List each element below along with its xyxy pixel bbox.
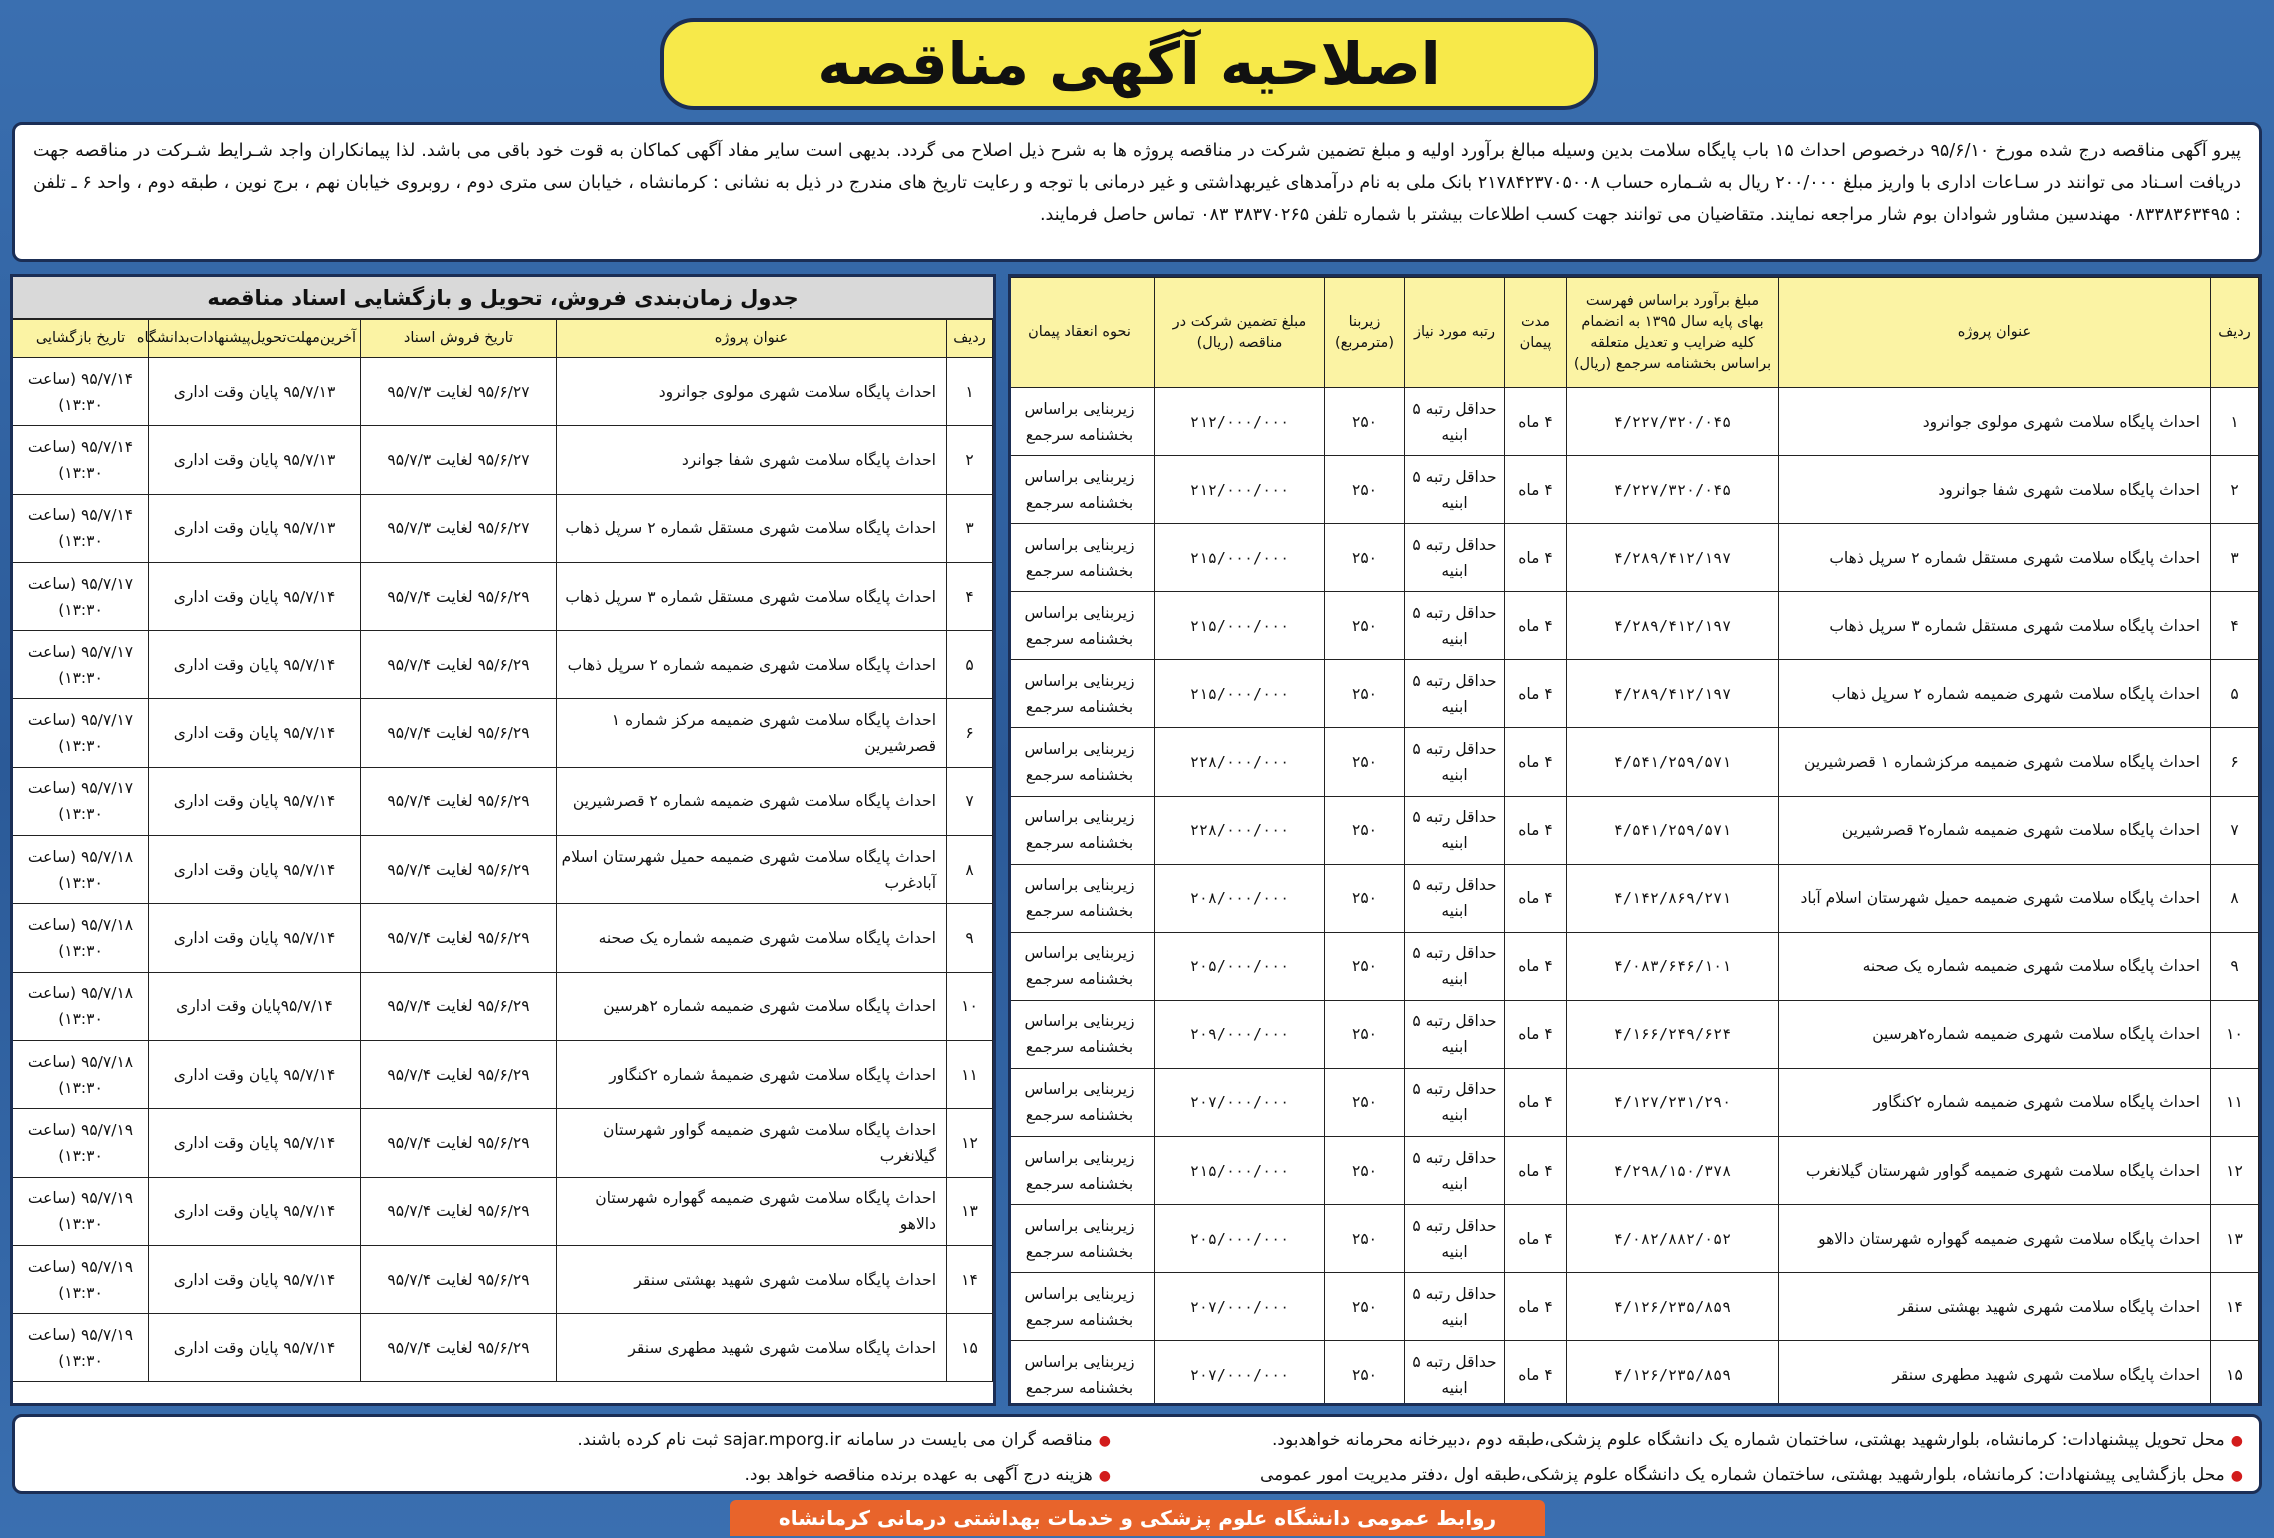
- table-row: [1008, 592, 2259, 660]
- table-row: [13, 836, 993, 904]
- schedule-cell: ۳: [947, 494, 993, 562]
- table-row: [1008, 728, 2259, 796]
- schedule-cell: ۹۵/۷/۱۷ (ساعت ۱۳:۳۰): [13, 699, 149, 767]
- estimate-cell: ۴ ماه: [1505, 456, 1567, 524]
- schedule-cell: ۹۵/۶/۲۹ لغایت ۹۵/۷/۴: [361, 767, 557, 835]
- estimate-cell: ۲۰۵/۰۰۰/۰۰۰: [1155, 932, 1325, 1000]
- estimate-cell: ۲۰۷/۰۰۰/۰۰۰: [1155, 1341, 1325, 1406]
- schedule-cell: ۹۵/۷/۱۴ (ساعت ۱۳:۳۰): [13, 358, 149, 426]
- estimate-cell: ۴/۲۸۹/۴۱۲/۱۹۷: [1567, 592, 1779, 660]
- estimate-cell: زیربنایی براساس بخشنامه سرجمع: [1008, 388, 1155, 456]
- estimate-cell: ۴/۵۴۱/۲۵۹/۵۷۱: [1567, 728, 1779, 796]
- estimate-cell: زیربنایی براساس بخشنامه سرجمع: [1008, 1273, 1155, 1341]
- schedule-header-cell: ردیف: [947, 320, 993, 358]
- table-row: [13, 426, 993, 494]
- bullet-icon: ●: [2230, 1433, 2243, 1449]
- estimate-cell: ۴/۲۸۹/۴۱۲/۱۹۷: [1567, 660, 1779, 728]
- estimate-header-cell: مبلغ تضمین شرکت در مناقصه (ریال): [1155, 278, 1325, 388]
- schedule-cell: ۲: [947, 426, 993, 494]
- schedule-cell: ۹۵/۷/۱۴ پایان وقت اداری: [149, 1109, 361, 1177]
- table-row: [1008, 456, 2259, 524]
- schedule-header-cell: تاریخ فروش اسناد: [361, 320, 557, 358]
- schedule-cell: ۴: [947, 562, 993, 630]
- estimate-cell: احداث پایگاه سلامت شهری مولوی جوانرود: [1779, 388, 2211, 456]
- estimate-cell: ۴/۲۹۸/۱۵۰/۳۷۸: [1567, 1137, 1779, 1205]
- table-row: [1008, 1068, 2259, 1136]
- schedule-cell: ۹۵/۷/۱۷ (ساعت ۱۳:۳۰): [13, 562, 149, 630]
- table-row: [13, 358, 993, 426]
- schedule-cell: ۹۵/۶/۲۷ لغایت ۹۵/۷/۳: [361, 494, 557, 562]
- schedule-table: [12, 319, 993, 1382]
- estimate-cell: احداث پایگاه سلامت شهری ضمیمه گهواره شهرستان دالاهو: [1779, 1205, 2211, 1273]
- schedule-cell: ۹۵/۷/۱۸ (ساعت ۱۳:۳۰): [13, 1040, 149, 1108]
- estimate-cell: احداث پایگاه سلامت شهری ضمیمه گواور شهرستان گیلانغرب: [1779, 1137, 2211, 1205]
- estimate-cell: حداقل رتبه ۵ ابنیه: [1405, 1068, 1505, 1136]
- estimate-header-cell: مدت پیمان: [1505, 278, 1567, 388]
- schedule-cell: ۱۰: [947, 972, 993, 1040]
- estimate-cell: زیربنایی براساس بخشنامه سرجمع: [1008, 728, 1155, 796]
- estimate-cell: احداث پایگاه سلامت شهری مستقل شماره ۳ سرپل ذهاب: [1779, 592, 2211, 660]
- estimate-cell: ۱۴: [2211, 1273, 2259, 1341]
- estimate-cell: ۴ ماه: [1505, 524, 1567, 592]
- estimate-cell: ۴ ماه: [1505, 592, 1567, 660]
- table-row: [13, 699, 993, 767]
- estimate-cell: ۴/۵۴۱/۲۵۹/۵۷۱: [1567, 796, 1779, 864]
- estimate-cell: ۲۲۸/۰۰۰/۰۰۰: [1155, 796, 1325, 864]
- delivery-location: [1123, 1423, 2243, 1458]
- estimate-cell: ۴: [2211, 592, 2259, 660]
- estimate-cell: ۲۱۲/۰۰۰/۰۰۰: [1155, 456, 1325, 524]
- bullet-icon: ●: [2230, 1468, 2243, 1484]
- schedule-cell: احداث پایگاه سلامت شهری ضمیمهٔ شماره ۲کنگاور: [557, 1040, 947, 1108]
- schedule-cell: ۱: [947, 358, 993, 426]
- estimate-cell: ۴ ماه: [1505, 728, 1567, 796]
- table-row: [13, 767, 993, 835]
- estimate-header-cell: مبلغ برآورد براساس فهرست بهای پایه سال ۱۳۹۵ به انضمام کلیه ضرایب و تعدیل متعلقه براساس بخشنامه سرجمع (ریال): [1567, 278, 1779, 388]
- schedule-header-cell: تاریخ بازگشایی: [13, 320, 149, 358]
- opening-text: محل بازگشایی پیشنهادات: کرمانشاه، بلوارشهید بهشتی، ساختمان شماره یک دانشگاه علوم پزشکی،طبقه اول ،دفتر مدیریت امور عمومی: [1259, 1465, 2225, 1485]
- schedule-cell: ۹: [947, 904, 993, 972]
- estimate-cell: حداقل رتبه ۵ ابنیه: [1405, 1341, 1505, 1406]
- estimate-cell: حداقل رتبه ۵ ابنیه: [1405, 388, 1505, 456]
- schedule-cell: احداث پایگاه سلامت شهری ضمیمه گهواره شهرستان دالاهو: [557, 1177, 947, 1245]
- estimate-cell: ۹: [2211, 932, 2259, 1000]
- estimate-cell: ۶: [2211, 728, 2259, 796]
- estimate-cell: ۲۱۵/۰۰۰/۰۰۰: [1155, 524, 1325, 592]
- estimate-cell: ۷: [2211, 796, 2259, 864]
- estimate-header-cell: زیربنا (مترمربع): [1325, 278, 1405, 388]
- estimate-header-cell: رتبه مورد نیاز: [1405, 278, 1505, 388]
- table-row: [1008, 796, 2259, 864]
- estimate-table: [1008, 277, 2259, 1406]
- estimate-cell: ۱۱: [2211, 1068, 2259, 1136]
- schedule-cell: احداث پایگاه سلامت شهری شهید بهشتی سنقر: [557, 1245, 947, 1313]
- estimate-cell: حداقل رتبه ۵ ابنیه: [1405, 456, 1505, 524]
- schedule-cell: ۹۵/۷/۱۴ پایان وقت اداری: [149, 1245, 361, 1313]
- table-row: [13, 1314, 993, 1382]
- schedule-cell: ۹۵/۶/۲۹ لغایت ۹۵/۷/۴: [361, 904, 557, 972]
- table-row: [13, 494, 993, 562]
- estimate-cell: ۴/۱۴۲/۸۶۹/۲۷۱: [1567, 864, 1779, 932]
- schedule-cell: ۹۵/۷/۱۴ پایان وقت اداری: [149, 904, 361, 972]
- estimate-cell: ۲۱۵/۰۰۰/۰۰۰: [1155, 1137, 1325, 1205]
- estimate-cell: ۴ ماه: [1505, 660, 1567, 728]
- opening-location: [1123, 1458, 2243, 1493]
- schedule-cell: ۷: [947, 767, 993, 835]
- estimate-cell: ۴/۱۲۶/۲۳۵/۸۵۹: [1567, 1341, 1779, 1406]
- schedule-table-header: [13, 320, 993, 358]
- estimate-header-cell: ردیف: [2211, 278, 2259, 388]
- estimate-cell: احداث پایگاه سلامت شهری ضمیمه شماره۲ قصرشیرین: [1779, 796, 2211, 864]
- estimate-table-panel: [1008, 274, 2262, 1406]
- estimate-cell: ۴ ماه: [1505, 1341, 1567, 1406]
- schedule-cell: ۹۵/۶/۲۹ لغایت ۹۵/۷/۴: [361, 562, 557, 630]
- schedule-cell: ۹۵/۷/۱۳ پایان وقت اداری: [149, 494, 361, 562]
- schedule-cell: ۹۵/۶/۲۹ لغایت ۹۵/۷/۴: [361, 699, 557, 767]
- footer-locations: [1123, 1423, 2243, 1493]
- estimate-cell: ۱۰: [2211, 1000, 2259, 1068]
- estimate-cell: زیربنایی براساس بخشنامه سرجمع: [1008, 456, 1155, 524]
- estimate-cell: ۴ ماه: [1505, 1137, 1567, 1205]
- estimate-cell: حداقل رتبه ۵ ابنیه: [1405, 1000, 1505, 1068]
- estimate-cell: زیربنایی براساس بخشنامه سرجمع: [1008, 1137, 1155, 1205]
- table-row: [1008, 388, 2259, 456]
- estimate-cell: حداقل رتبه ۵ ابنیه: [1405, 864, 1505, 932]
- estimate-cell: زیربنایی براساس بخشنامه سرجمع: [1008, 1000, 1155, 1068]
- estimate-cell: ۲۰۹/۰۰۰/۰۰۰: [1155, 1000, 1325, 1068]
- schedule-cell: ۹۵/۷/۱۹ (ساعت ۱۳:۳۰): [13, 1177, 149, 1245]
- schedule-cell: ۱۵: [947, 1314, 993, 1382]
- schedule-cell: ۵: [947, 631, 993, 699]
- estimate-cell: ۱۲: [2211, 1137, 2259, 1205]
- estimate-cell: زیربنایی براساس بخشنامه سرجمع: [1008, 660, 1155, 728]
- bullet-icon: ●: [1098, 1433, 1111, 1449]
- table-row: [13, 1177, 993, 1245]
- schedule-cell: ۹۵/۷/۱۷ (ساعت ۱۳:۳۰): [13, 631, 149, 699]
- estimate-cell: ۲۱۵/۰۰۰/۰۰۰: [1155, 592, 1325, 660]
- schedule-header-cell: عنوان پروژه: [557, 320, 947, 358]
- estimate-cell: ۲۰۸/۰۰۰/۰۰۰: [1155, 864, 1325, 932]
- estimate-cell: ۲۵۰: [1325, 388, 1405, 456]
- schedule-cell: ۹۵/۷/۱۳ پایان وقت اداری: [149, 358, 361, 426]
- estimate-cell: ۲۵۰: [1325, 932, 1405, 1000]
- cost-note: [31, 1458, 1111, 1493]
- estimate-cell: زیربنایی براساس بخشنامه سرجمع: [1008, 1341, 1155, 1406]
- estimate-cell: ۲۵۰: [1325, 456, 1405, 524]
- estimate-cell: ۲۵۰: [1325, 1137, 1405, 1205]
- estimate-cell: ۲۰۷/۰۰۰/۰۰۰: [1155, 1068, 1325, 1136]
- estimate-cell: ۱۵: [2211, 1341, 2259, 1406]
- bullet-icon: ●: [1098, 1468, 1111, 1484]
- estimate-cell: ۴ ماه: [1505, 864, 1567, 932]
- estimate-cell: ۲۰۵/۰۰۰/۰۰۰: [1155, 1205, 1325, 1273]
- table-row: [1008, 524, 2259, 592]
- estimate-cell: زیربنایی براساس بخشنامه سرجمع: [1008, 524, 1155, 592]
- schedule-cell: ۱۱: [947, 1040, 993, 1108]
- schedule-cell: ۹۵/۷/۱۹ (ساعت ۱۳:۳۰): [13, 1245, 149, 1313]
- schedule-cell: ۹۵/۶/۲۷ لغایت ۹۵/۷/۳: [361, 426, 557, 494]
- estimate-cell: ۲۵۰: [1325, 728, 1405, 796]
- schedule-cell: ۹۵/۶/۲۹ لغایت ۹۵/۷/۴: [361, 1245, 557, 1313]
- estimate-header-cell: عنوان پروژه: [1779, 278, 2211, 388]
- estimate-cell: ۴ ماه: [1505, 1068, 1567, 1136]
- schedule-cell: احداث پایگاه سلامت شهری شفا جوانرد: [557, 426, 947, 494]
- table-row: [1008, 1273, 2259, 1341]
- estimate-cell: احداث پایگاه سلامت شهری ضمیمه حمیل شهرستان اسلام آباد: [1779, 864, 2211, 932]
- estimate-cell: احداث پایگاه سلامت شهری ضمیمه شماره۲هرسین: [1779, 1000, 2211, 1068]
- estimate-cell: حداقل رتبه ۵ ابنیه: [1405, 1205, 1505, 1273]
- estimate-cell: ۴/۱۶۶/۲۴۹/۶۲۴: [1567, 1000, 1779, 1068]
- publisher-banner: روابط عمومی دانشگاه علوم پزشکی و خدمات بهداشتی درمانی کرمانشاه: [730, 1500, 1545, 1536]
- estimate-cell: ۸: [2211, 864, 2259, 932]
- schedule-cell: ۶: [947, 699, 993, 767]
- table-row: [13, 562, 993, 630]
- estimate-cell: ۴/۱۲۶/۲۳۵/۸۵۹: [1567, 1273, 1779, 1341]
- schedule-cell: احداث پایگاه سلامت شهری مستقل شماره ۳ سرپل ذهاب: [557, 562, 947, 630]
- schedule-header-cell: آخرین‌مهلت‌تحویل‌پیشنهادات‌بدانشگاه: [149, 320, 361, 358]
- schedule-cell: ۹۵/۷/۱۴ (ساعت ۱۳:۳۰): [13, 494, 149, 562]
- schedule-cell: ۹۵/۶/۲۹ لغایت ۹۵/۷/۴: [361, 1040, 557, 1108]
- schedule-cell: ۹۵/۷/۱۴ پایان وقت اداری: [149, 1177, 361, 1245]
- table-row: [13, 631, 993, 699]
- estimate-cell: ۲۵۰: [1325, 524, 1405, 592]
- schedule-cell: ۹۵/۷/۱۸ (ساعت ۱۳:۳۰): [13, 904, 149, 972]
- schedule-cell: ۹۵/۷/۱۴ (ساعت ۱۳:۳۰): [13, 426, 149, 494]
- table-row: [13, 1040, 993, 1108]
- schedule-cell: ۹۵/۷/۱۴ پایان وقت اداری: [149, 631, 361, 699]
- estimate-cell: ۱۳: [2211, 1205, 2259, 1273]
- schedule-cell: ۹۵/۷/۱۹ (ساعت ۱۳:۳۰): [13, 1109, 149, 1177]
- estimate-cell: ۲۵۰: [1325, 1273, 1405, 1341]
- estimate-cell: حداقل رتبه ۵ ابنیه: [1405, 592, 1505, 660]
- intro-paragraph: پیرو آگهی مناقصه درج شده مورخ ۹۵/۶/۱۰ درخصوص احداث ۱۵ باب پایگاه سلامت بدین وسیله مبالغ برآورد اولیه و مبلغ تضمین شرکت در مناقصه پروژه ها به شرح ذیل اصلاح می گردد. بدیهی است سایر مفاد آگهی کماکان به قوت خود باقی می باشد. لذا پیمانکاران واجد شـرایط شـرکت در مناقصه جهت دریافت اسـناد می توانند در سـاعات اداری با واریز مبلغ ۲۰۰/۰۰۰ ریال به شـماره حساب ۲۱۷۸۴۲۳۷۰۵۰۰۸ بانک ملی به نام درآمدهای غیربهداشتی و غیر درمانی با توجه و رعایت تاریخ های مندرج در ذیل به نشانی : کرمانشاه ، خیابان سی متری دوم ، روبروی خیابان نهم ، برج نوین ، طبقه دوم ، واحد ۶ ـ تلفن : ۰۸۳۳۸۳۶۳۴۹۵ مهندسین مشاور شوادان بوم شار مراجعه نمایند. متقاضیان می توانند جهت کسب اطلاعات بیشتر با شماره تلفن ۳۸۳۷۰۲۶۵ ۰۸۳ تماس حاصل فرمایند.: [12, 122, 2262, 262]
- estimate-cell: ۴/۲۸۹/۴۱۲/۱۹۷: [1567, 524, 1779, 592]
- estimate-cell: ۱: [2211, 388, 2259, 456]
- schedule-cell: ۹۵/۶/۲۹ لغایت ۹۵/۷/۴: [361, 1314, 557, 1382]
- schedule-cell: ۸: [947, 836, 993, 904]
- register-text: مناقصه گران می بایست در سامانه sajar.mporg.ir ثبت نام کرده باشند.: [577, 1430, 1093, 1450]
- estimate-cell: زیربنایی براساس بخشنامه سرجمع: [1008, 1205, 1155, 1273]
- estimate-cell: حداقل رتبه ۵ ابنیه: [1405, 524, 1505, 592]
- schedule-cell: احداث پایگاه سلامت شهری ضمیمه شماره یک صحنه: [557, 904, 947, 972]
- estimate-cell: ۴ ماه: [1505, 1205, 1567, 1273]
- delivery-text: محل تحویل پیشنهادات: کرمانشاه، بلوارشهید بهشتی، ساختمان شماره یک دانشگاه علوم پزشکی،طبقه دوم ،دبیرخانه محرمانه خواهدبود.: [1272, 1430, 2225, 1450]
- estimate-header-cell: نحوه انعقاد پیمان: [1008, 278, 1155, 388]
- estimate-cell: ۲: [2211, 456, 2259, 524]
- schedule-cell: احداث پایگاه سلامت شهری ضمیمه گواور شهرستان گیلانغرب: [557, 1109, 947, 1177]
- estimate-cell: احداث پایگاه سلامت شهری شفا جوانرود: [1779, 456, 2211, 524]
- estimate-cell: احداث پایگاه سلامت شهری ضمیمه شماره یک صحنه: [1779, 932, 2211, 1000]
- schedule-cell: ۹۵/۶/۲۷ لغایت ۹۵/۷/۳: [361, 358, 557, 426]
- estimate-cell: احداث پایگاه سلامت شهری شهید بهشتی سنقر: [1779, 1273, 2211, 1341]
- schedule-cell: ۹۵/۷/۱۴ پایان وقت اداری: [149, 1314, 361, 1382]
- schedule-cell: ۹۵/۷/۱۹ (ساعت ۱۳:۳۰): [13, 1314, 149, 1382]
- estimate-cell: ۲۵۰: [1325, 796, 1405, 864]
- estimate-cell: ۴ ماه: [1505, 932, 1567, 1000]
- schedule-cell: ۹۵/۷/۱۳ پایان وقت اداری: [149, 426, 361, 494]
- table-row: [1008, 932, 2259, 1000]
- estimate-cell: زیربنایی براساس بخشنامه سرجمع: [1008, 932, 1155, 1000]
- estimate-cell: ۴/۰۸۲/۸۸۲/۰۵۲: [1567, 1205, 1779, 1273]
- schedule-cell: ۹۵/۶/۲۹ لغایت ۹۵/۷/۴: [361, 972, 557, 1040]
- estimate-cell: ۲۵۰: [1325, 660, 1405, 728]
- table-row: [13, 1109, 993, 1177]
- estimate-cell: ۴ ماه: [1505, 1273, 1567, 1341]
- estimate-cell: ۴/۱۲۷/۲۳۱/۲۹۰: [1567, 1068, 1779, 1136]
- estimate-cell: ۲۵۰: [1325, 1205, 1405, 1273]
- estimate-cell: ۴/۲۲۷/۳۲۰/۰۴۵: [1567, 456, 1779, 524]
- table-row: [1008, 660, 2259, 728]
- schedule-cell: ۹۵/۷/۱۸ (ساعت ۱۳:۳۰): [13, 836, 149, 904]
- estimate-cell: احداث پایگاه سلامت شهری مستقل شماره ۲ سرپل ذهاب: [1779, 524, 2211, 592]
- estimate-cell: حداقل رتبه ۵ ابنیه: [1405, 932, 1505, 1000]
- schedule-cell: احداث پایگاه سلامت شهری مستقل شماره ۲ سرپل ذهاب: [557, 494, 947, 562]
- estimate-cell: ۲۱۲/۰۰۰/۰۰۰: [1155, 388, 1325, 456]
- footer-conditions: [31, 1423, 1111, 1493]
- estimate-cell: ۳: [2211, 524, 2259, 592]
- table-row: [1008, 1137, 2259, 1205]
- estimate-cell: احداث پایگاه سلامت شهری شهید مطهری سنقر: [1779, 1341, 2211, 1406]
- register-note: [31, 1423, 1111, 1458]
- estimate-cell: حداقل رتبه ۵ ابنیه: [1405, 796, 1505, 864]
- schedule-cell: ۱۴: [947, 1245, 993, 1313]
- table-row: [1008, 864, 2259, 932]
- schedule-cell: ۹۵/۷/۱۴ پایان وقت اداری: [149, 699, 361, 767]
- table-row: [13, 972, 993, 1040]
- schedule-cell: ۹۵/۷/۱۴ پایان وقت اداری: [149, 767, 361, 835]
- schedule-cell: احداث پایگاه سلامت شهری مولوی جوانرود: [557, 358, 947, 426]
- schedule-cell: احداث پایگاه سلامت شهری ضمیمه مرکز شماره ۱ قصرشیرین: [557, 699, 947, 767]
- estimate-cell: حداقل رتبه ۵ ابنیه: [1405, 660, 1505, 728]
- schedule-cell: احداث پایگاه سلامت شهری ضمیمه حمیل شهرستان اسلام آبادغرب: [557, 836, 947, 904]
- table-row: [1008, 1205, 2259, 1273]
- estimate-cell: زیربنایی براساس بخشنامه سرجمع: [1008, 796, 1155, 864]
- estimate-cell: حداقل رتبه ۵ ابنیه: [1405, 1273, 1505, 1341]
- schedule-cell: ۹۵/۶/۲۹ لغایت ۹۵/۷/۴: [361, 836, 557, 904]
- schedule-cell: احداث پایگاه سلامت شهری شهید مطهری سنقر: [557, 1314, 947, 1382]
- schedule-cell: ۹۵/۷/۱۸ (ساعت ۱۳:۳۰): [13, 972, 149, 1040]
- estimate-cell: ۲۲۸/۰۰۰/۰۰۰: [1155, 728, 1325, 796]
- estimate-cell: زیربنایی براساس بخشنامه سرجمع: [1008, 1068, 1155, 1136]
- schedule-cell: ۹۵/۶/۲۹ لغایت ۹۵/۷/۴: [361, 1177, 557, 1245]
- estimate-cell: ۲۰۷/۰۰۰/۰۰۰: [1155, 1273, 1325, 1341]
- schedule-cell: ۹۵/۷/۱۴ پایان وقت اداری: [149, 562, 361, 630]
- schedule-cell: ۹۵/۷/۱۷ (ساعت ۱۳:۳۰): [13, 767, 149, 835]
- estimate-cell: ۴/۰۸۳/۶۴۶/۱۰۱: [1567, 932, 1779, 1000]
- schedule-table-caption: جدول زمان‌بندی فروش، تحویل و بازگشایی اسناد مناقصه: [13, 277, 993, 319]
- schedule-cell: ۱۲: [947, 1109, 993, 1177]
- estimate-cell: احداث پایگاه سلامت شهری ضمیمه شماره ۲ سرپل ذهاب: [1779, 660, 2211, 728]
- schedule-cell: احداث پایگاه سلامت شهری ضمیمه شماره ۲هرسین: [557, 972, 947, 1040]
- estimate-cell: ۲۱۵/۰۰۰/۰۰۰: [1155, 660, 1325, 728]
- estimate-cell: ۴/۲۲۷/۳۲۰/۰۴۵: [1567, 388, 1779, 456]
- schedule-cell: احداث پایگاه سلامت شهری ضمیمه شماره ۲ قصرشیرین: [557, 767, 947, 835]
- cost-text: هزینه درج آگهی به عهده برنده مناقصه خواهد بود.: [744, 1465, 1093, 1485]
- estimate-cell: ۲۵۰: [1325, 1341, 1405, 1406]
- schedule-cell: ۹۵/۶/۲۹ لغایت ۹۵/۷/۴: [361, 1109, 557, 1177]
- schedule-cell: ۹۵/۷/۱۴ پایان وقت اداری: [149, 836, 361, 904]
- schedule-cell: ۹۵/۷/۱۴پایان وقت اداری: [149, 972, 361, 1040]
- estimate-cell: زیربنایی براساس بخشنامه سرجمع: [1008, 592, 1155, 660]
- estimate-cell: ۲۵۰: [1325, 1000, 1405, 1068]
- estimate-cell: ۴ ماه: [1505, 388, 1567, 456]
- schedule-table-panel: [10, 274, 996, 1406]
- table-row: [13, 904, 993, 972]
- footer-notes: [12, 1414, 2262, 1494]
- estimate-cell: حداقل رتبه ۵ ابنیه: [1405, 1137, 1505, 1205]
- estimate-cell: ۲۵۰: [1325, 592, 1405, 660]
- schedule-cell: ۹۵/۷/۱۴ پایان وقت اداری: [149, 1040, 361, 1108]
- estimate-table-header: [1008, 278, 2259, 388]
- estimate-cell: زیربنایی براساس بخشنامه سرجمع: [1008, 864, 1155, 932]
- estimate-cell: احداث پایگاه سلامت شهری ضمیمه شماره ۲کنگاور: [1779, 1068, 2211, 1136]
- table-row: [13, 1245, 993, 1313]
- table-row: [1008, 1341, 2259, 1406]
- estimate-cell: احداث پایگاه سلامت شهری ضمیمه مرکزشماره ۱ قصرشیرین: [1779, 728, 2211, 796]
- schedule-cell: ۹۵/۶/۲۹ لغایت ۹۵/۷/۴: [361, 631, 557, 699]
- schedule-cell: ۱۳: [947, 1177, 993, 1245]
- estimate-cell: ۲۵۰: [1325, 1068, 1405, 1136]
- table-row: [1008, 1000, 2259, 1068]
- schedule-cell: احداث پایگاه سلامت شهری ضمیمه شماره ۲ سرپل ذهاب: [557, 631, 947, 699]
- estimate-cell: حداقل رتبه ۵ ابنیه: [1405, 728, 1505, 796]
- estimate-cell: ۲۵۰: [1325, 864, 1405, 932]
- estimate-cell: ۵: [2211, 660, 2259, 728]
- estimate-cell: ۴ ماه: [1505, 1000, 1567, 1068]
- page-title: اصلاحیه آگهی مناقصه: [817, 30, 1441, 98]
- estimate-cell: ۴ ماه: [1505, 796, 1567, 864]
- title-banner: [660, 18, 1598, 110]
